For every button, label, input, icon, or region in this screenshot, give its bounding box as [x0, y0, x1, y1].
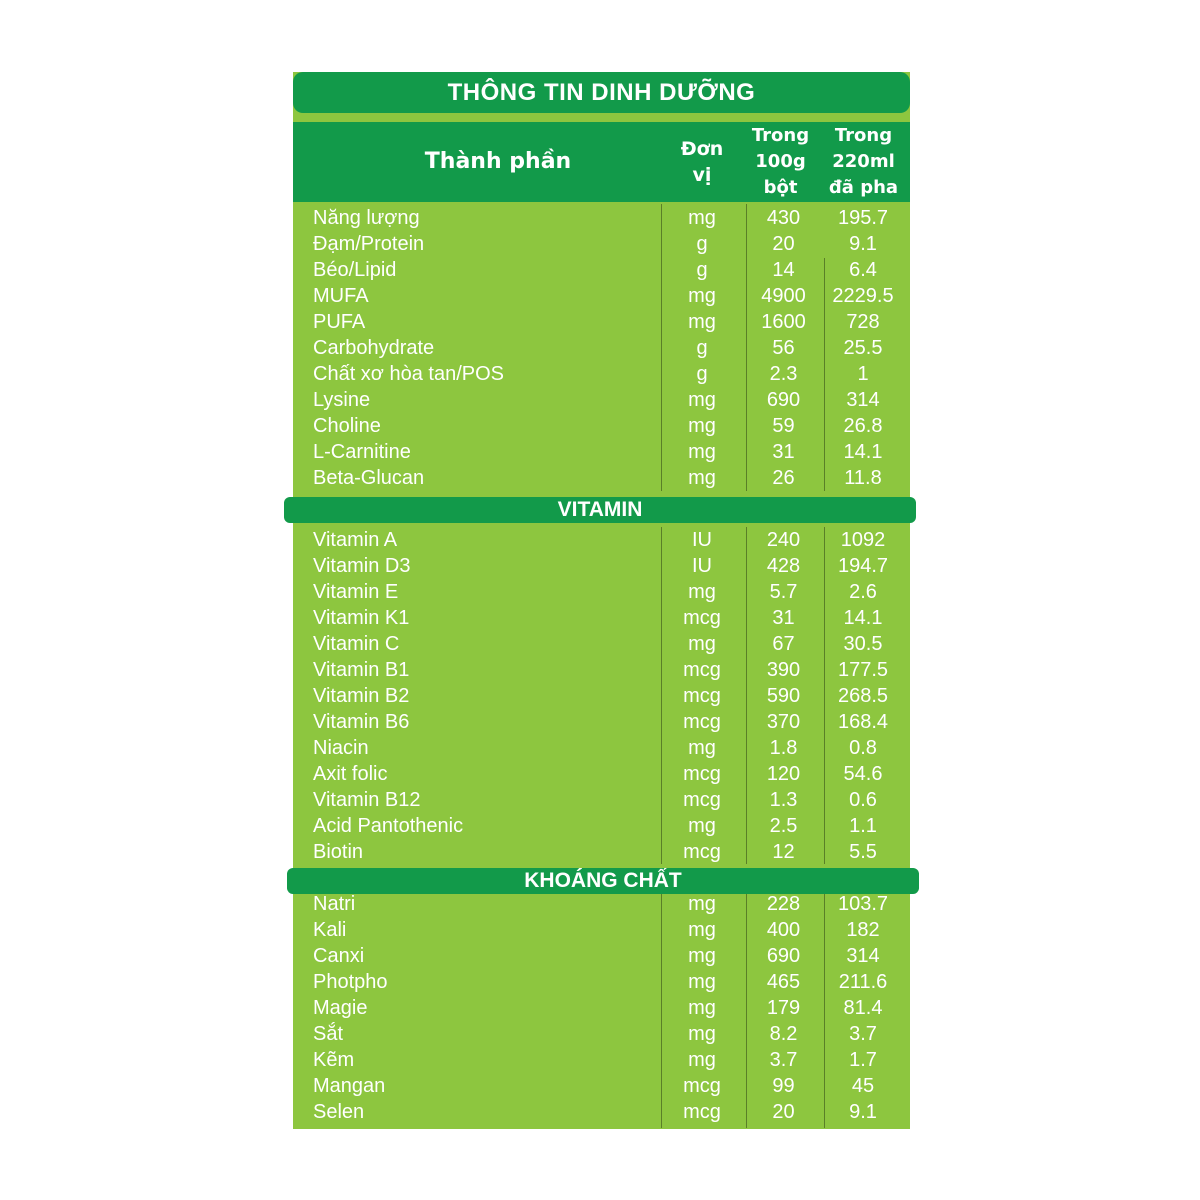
ingredient-name: Chất xơ hòa tan/POS	[313, 363, 504, 385]
value-per-220ml: 11.8	[844, 467, 882, 489]
table-row	[293, 943, 910, 969]
ingredient-name: Vitamin C	[313, 633, 400, 655]
value-per-100g: 430	[766, 207, 801, 229]
value-per-100g: 228	[766, 893, 801, 915]
value-per-220ml: 2229.5	[832, 285, 894, 307]
value-per-100g: 56	[772, 337, 795, 359]
value-per-220ml: 81.4	[843, 997, 883, 1019]
unit-cell: mg	[688, 971, 716, 993]
value-per-220ml: 9.1	[849, 1101, 877, 1123]
unit-cell: mg	[688, 1023, 716, 1045]
value-per-220ml: 314	[846, 389, 880, 411]
header-per-220ml: Trong 220ml đã pha	[828, 125, 899, 198]
value-per-220ml: 0.6	[849, 789, 877, 811]
value-per-100g: 120	[766, 763, 801, 785]
table-row	[293, 465, 910, 491]
value-per-220ml: 25.5	[843, 337, 883, 359]
value-per-100g: 1.3	[769, 789, 798, 811]
unit-cell: mcg	[683, 789, 721, 811]
table-row	[293, 605, 910, 631]
value-per-100g: 20	[772, 233, 795, 255]
unit-cell: mg	[688, 415, 716, 437]
ingredient-name: Selen	[313, 1101, 365, 1123]
header-unit: Đơn vị	[680, 138, 724, 186]
value-per-220ml: 182	[846, 919, 880, 941]
unit-cell: mcg	[683, 711, 721, 733]
table-row	[293, 439, 910, 465]
unit-cell: mg	[688, 815, 716, 837]
table-row	[293, 657, 910, 683]
table-row	[293, 309, 910, 335]
value-per-220ml: 9.1	[849, 233, 877, 255]
unit-cell: IU	[692, 529, 712, 551]
unit-cell: mcg	[683, 685, 721, 707]
table-row	[293, 335, 910, 361]
ingredient-name: Niacin	[313, 737, 369, 759]
value-per-220ml: 45	[851, 1075, 875, 1097]
table-row	[293, 917, 910, 943]
value-per-100g: 690	[766, 945, 801, 967]
ingredient-name: Magie	[313, 997, 368, 1019]
table-row	[293, 527, 910, 553]
table-row	[293, 361, 910, 387]
unit-cell: mg	[688, 311, 716, 333]
value-per-100g: 2.5	[769, 815, 798, 837]
table-row	[293, 735, 910, 761]
ingredient-name: Axit folic	[313, 763, 388, 785]
table-row	[293, 839, 910, 865]
value-per-100g: 3.7	[769, 1049, 798, 1071]
value-per-220ml: 103.7	[837, 893, 889, 915]
table-row	[293, 579, 910, 605]
ingredient-name: Vitamin A	[313, 529, 398, 551]
unit-cell: mcg	[683, 659, 721, 681]
unit-cell: mcg	[683, 841, 721, 863]
table-row	[293, 1047, 910, 1073]
unit-cell: mcg	[683, 607, 721, 629]
ingredient-name: MUFA	[313, 285, 369, 307]
table-row	[293, 387, 910, 413]
ingredient-name: Canxi	[313, 945, 365, 967]
ingredient-name: Photpho	[313, 971, 388, 993]
table-row	[293, 995, 910, 1021]
unit-cell: mg	[688, 945, 716, 967]
value-per-100g: 690	[766, 389, 801, 411]
value-per-100g: 428	[766, 555, 801, 577]
table-row	[293, 205, 910, 231]
value-per-220ml: 0.8	[849, 737, 877, 759]
unit-cell: IU	[692, 555, 712, 577]
unit-cell: mcg	[683, 763, 721, 785]
value-per-220ml: 177.5	[837, 659, 889, 681]
unit-cell: mcg	[683, 1075, 721, 1097]
value-per-220ml: 30.5	[843, 633, 883, 655]
value-per-220ml: 728	[846, 311, 880, 333]
value-per-220ml: 211.6	[838, 971, 888, 993]
value-per-100g: 20	[772, 1101, 795, 1123]
value-per-100g: 5.7	[769, 581, 798, 603]
table-row	[293, 787, 910, 813]
value-per-220ml: 5.5	[849, 841, 877, 863]
table-row	[293, 283, 910, 309]
ingredient-name: Lysine	[313, 389, 371, 411]
ingredient-name: Vitamin D3	[313, 555, 411, 577]
unit-cell: mg	[688, 919, 716, 941]
table-row	[293, 257, 910, 283]
unit-cell: mg	[688, 1049, 716, 1071]
value-per-220ml: 1.1	[849, 815, 877, 837]
value-per-100g: 240	[766, 529, 801, 551]
value-per-220ml: 26.8	[843, 415, 883, 437]
value-per-220ml: 195.7	[837, 207, 889, 229]
value-per-100g: 59	[772, 415, 795, 437]
unit-cell: mg	[688, 633, 716, 655]
ingredient-name: Biotin	[313, 841, 364, 863]
value-per-220ml: 194.7	[837, 555, 889, 577]
table-row	[293, 683, 910, 709]
value-per-220ml: 1.7	[849, 1049, 877, 1071]
ingredient-name: Vitamin B2	[313, 685, 410, 707]
value-per-220ml: 314	[846, 945, 880, 967]
ingredient-name: Carbohydrate	[313, 337, 435, 359]
value-per-100g: 4900	[761, 285, 806, 307]
ingredient-name: Năng lượng	[313, 207, 420, 229]
header-per-100g: Trong 100g bột	[751, 125, 810, 198]
table-row	[293, 631, 910, 657]
value-per-100g: 12	[772, 841, 795, 863]
value-per-100g: 99	[772, 1075, 795, 1097]
value-per-100g: 1.8	[769, 737, 798, 759]
table-row	[293, 553, 910, 579]
table-row	[293, 1021, 910, 1047]
value-per-100g: 8.2	[769, 1023, 798, 1045]
table-row	[293, 231, 910, 257]
ingredient-name: Natri	[313, 893, 356, 915]
ingredient-name: Kẽm	[313, 1049, 355, 1071]
value-per-220ml: 168.4	[837, 711, 889, 733]
value-per-220ml: 14.1	[843, 441, 883, 463]
unit-cell: mg	[688, 389, 716, 411]
unit-cell: g	[696, 259, 708, 281]
table-row	[293, 709, 910, 735]
ingredient-name: Vitamin B6	[313, 711, 410, 733]
section-header: VITAMIN	[284, 497, 916, 523]
unit-cell: g	[696, 363, 708, 385]
value-per-100g: 590	[766, 685, 801, 707]
ingredient-name: Vitamin K1	[313, 607, 410, 629]
ingredient-name: Acid Pantothenic	[313, 815, 464, 837]
value-per-100g: 2.3	[769, 363, 798, 385]
value-per-100g: 14	[772, 259, 795, 281]
table-row	[293, 813, 910, 839]
ingredient-name: Beta-Glucan	[313, 467, 425, 489]
value-per-220ml: 2.6	[849, 581, 877, 603]
value-per-100g: 465	[766, 971, 801, 993]
value-per-220ml: 6.4	[849, 259, 877, 281]
table-row	[293, 1073, 910, 1099]
ingredient-name: Kali	[313, 919, 347, 941]
unit-cell: mg	[688, 581, 716, 603]
unit-cell: g	[696, 337, 708, 359]
unit-cell: mg	[688, 441, 716, 463]
ingredient-name: Vitamin E	[313, 581, 399, 603]
unit-cell: mcg	[683, 1101, 721, 1123]
unit-cell: mg	[688, 997, 716, 1019]
table-header	[293, 122, 910, 202]
table-row	[293, 761, 910, 787]
unit-cell: mg	[688, 285, 716, 307]
unit-cell: mg	[688, 207, 716, 229]
header-ingredient: Thành phần	[424, 149, 572, 174]
ingredient-name: Vitamin B1	[313, 659, 410, 681]
value-per-100g: 31	[772, 607, 795, 629]
value-per-100g: 1600	[761, 311, 806, 333]
unit-cell: mg	[688, 893, 716, 915]
table-row	[293, 891, 910, 917]
unit-cell: mg	[688, 737, 716, 759]
ingredient-name: Sắt	[313, 1023, 344, 1045]
value-per-220ml: 268.5	[837, 685, 889, 707]
table-row	[293, 413, 910, 439]
value-per-220ml: 54.6	[843, 763, 883, 785]
unit-cell: g	[696, 233, 708, 255]
value-per-100g: 370	[766, 711, 801, 733]
value-per-100g: 400	[766, 919, 801, 941]
table-row	[293, 969, 910, 995]
value-per-100g: 390	[766, 659, 801, 681]
ingredient-name: Mangan	[313, 1075, 386, 1097]
ingredient-name: Đạm/Protein	[313, 233, 425, 255]
ingredient-name: L-Carnitine	[313, 441, 411, 463]
value-per-220ml: 1092	[840, 529, 886, 551]
value-per-220ml: 3.7	[849, 1023, 877, 1045]
value-per-220ml: 14.1	[843, 607, 883, 629]
value-per-100g: 26	[772, 467, 795, 489]
ingredient-name: Choline	[313, 415, 381, 437]
section-header: KHOÁNG CHẤT	[287, 868, 919, 894]
value-per-100g: 31	[772, 441, 795, 463]
value-per-100g: 179	[766, 997, 801, 1019]
unit-cell: mg	[688, 467, 716, 489]
value-per-220ml: 1	[857, 363, 869, 385]
value-per-100g: 67	[772, 633, 795, 655]
ingredient-name: Vitamin B12	[313, 789, 421, 811]
table-title: THÔNG TIN DINH DƯỠNG	[293, 72, 910, 113]
table-row	[293, 1099, 910, 1125]
ingredient-name: Béo/Lipid	[313, 259, 397, 281]
ingredient-name: PUFA	[313, 311, 366, 333]
